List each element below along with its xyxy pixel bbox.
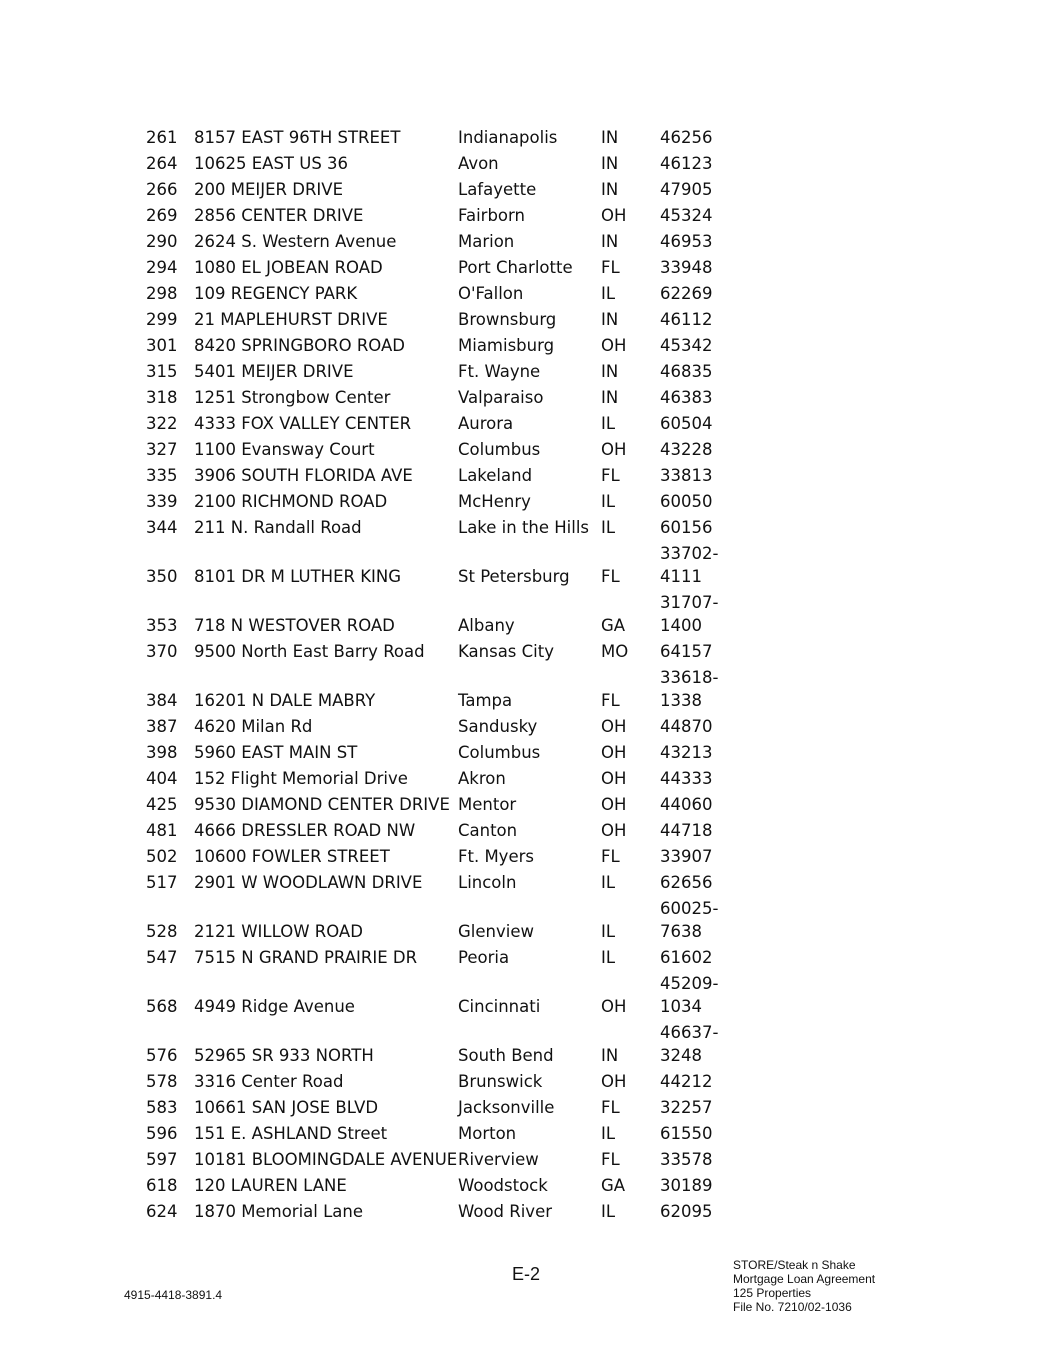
zip-code-cell: 43228 [660,440,713,459]
city-cell: Miamisburg [458,336,555,355]
street-address-cell: 1251 Strongbow Center [194,388,391,407]
table-row [146,1096,746,1122]
street-address-cell: 109 REGENCY PARK [194,284,358,303]
city-cell: Ft. Myers [458,847,534,866]
state-cell: IN [601,180,619,199]
street-address-cell: 3906 SOUTH FLORIDA AVE [194,466,413,485]
zip-code-cell: 33813 [660,466,713,485]
state-cell: IL [601,492,616,511]
store-number-cell: 618 [146,1176,178,1195]
city-cell: McHenry [458,492,531,511]
state-cell: FL [601,258,620,277]
table-row [146,516,746,542]
table-row [146,1174,746,1200]
store-number-cell: 370 [146,642,178,661]
zip-code-cell: 30189 [660,1176,713,1195]
zip-code-cell: 45324 [660,206,713,225]
store-number-cell: 315 [146,362,178,381]
zip-code-cell: 33702-4111 [660,544,719,586]
zip-code-cell: 33948 [660,258,713,277]
table-row [146,1200,746,1226]
street-address-cell: 4949 Ridge Avenue [194,997,355,1016]
table-row [146,360,746,386]
street-address-cell: 7515 N GRAND PRAIRIE DR [194,948,418,967]
table-row [146,282,746,308]
table-row [146,386,746,412]
store-number-cell: 344 [146,518,178,537]
table-row [146,334,746,360]
city-cell: Lafayette [458,180,537,199]
store-number-cell: 327 [146,440,178,459]
state-cell: OH [601,769,627,788]
zip-code-cell: 62095 [660,1202,713,1221]
table-row [146,819,746,845]
state-cell: GA [601,1176,626,1195]
zip-code-cell: 46123 [660,154,713,173]
state-cell: OH [601,440,627,459]
store-number-cell: 425 [146,795,178,814]
zip-code-cell: 44870 [660,717,713,736]
store-number-cell: 404 [146,769,178,788]
state-cell: OH [601,997,627,1016]
city-cell: Valparaiso [458,388,544,407]
table-row [146,1021,746,1070]
state-cell: OH [601,206,627,225]
city-cell: Mentor [458,795,517,814]
city-cell: Kansas City [458,642,554,661]
zip-code-cell: 46953 [660,232,713,251]
store-number-cell: 517 [146,873,178,892]
city-cell: St Petersburg [458,567,570,586]
table-row [146,438,746,464]
state-cell: OH [601,821,627,840]
state-cell: IL [601,518,616,537]
state-cell: IN [601,388,619,407]
city-cell: Cincinnati [458,997,541,1016]
store-number-cell: 547 [146,948,178,967]
zip-code-cell: 46835 [660,362,713,381]
zip-code-cell: 44333 [660,769,713,788]
table-row [146,793,746,819]
zip-code-cell: 60504 [660,414,713,433]
state-cell: FL [601,847,620,866]
city-cell: Tampa [458,691,513,710]
zip-code-cell: 47905 [660,180,713,199]
store-number-cell: 583 [146,1098,178,1117]
city-cell: Riverview [458,1150,539,1169]
store-number-cell: 269 [146,206,178,225]
state-cell: MO [601,642,629,661]
street-address-cell: 9500 North East Barry Road [194,642,425,661]
store-number-cell: 387 [146,717,178,736]
zip-code-cell: 46112 [660,310,713,329]
zip-code-cell: 46383 [660,388,713,407]
street-address-cell: 211 N. Randall Road [194,518,362,537]
table-row [146,490,746,516]
footer-line: Mortgage Loan Agreement [733,1272,876,1286]
state-cell: IL [601,414,616,433]
city-cell: Marion [458,232,515,251]
street-address-cell: 10625 EAST US 36 [194,154,349,173]
street-address-cell: 9530 DIAMOND CENTER DRIVE [194,795,450,814]
zip-code-cell: 62656 [660,873,713,892]
table-row [146,126,746,152]
zip-code-cell: 44212 [660,1072,713,1091]
street-address-cell: 2121 WILLOW ROAD [194,922,363,941]
street-address-cell: 10600 FOWLER STREET [194,847,390,866]
street-address-cell: 2624 S. Western Avenue [194,232,397,251]
store-number-cell: 350 [146,567,178,586]
page-number: E-2 [512,1264,541,1284]
state-cell: FL [601,1098,620,1117]
store-number-cell: 339 [146,492,178,511]
city-cell: Albany [458,616,515,635]
footer-reference [733,1258,875,1314]
street-address-cell: 5960 EAST MAIN ST [194,743,358,762]
table-row [146,666,746,715]
street-address-cell: 21 MAPLEHURST DRIVE [194,310,388,329]
street-address-cell: 10661 SAN JOSE BLVD [194,1098,379,1117]
city-cell: Wood River [458,1202,553,1221]
table-row [146,767,746,793]
store-number-cell: 266 [146,180,178,199]
street-address-cell: 151 E. ASHLAND Street [194,1124,388,1143]
store-number-cell: 261 [146,128,178,147]
street-address-cell: 52965 SR 933 NORTH [194,1046,374,1065]
city-cell: Columbus [458,743,541,762]
state-cell: FL [601,567,620,586]
zip-code-cell: 43213 [660,743,713,762]
table-row [146,542,746,591]
table-row [146,871,746,897]
store-number-cell: 299 [146,310,178,329]
city-cell: South Bend [458,1046,554,1065]
zip-code-cell: 45342 [660,336,713,355]
store-number-cell: 384 [146,691,178,710]
table-row [146,178,746,204]
store-number-cell: 335 [146,466,178,485]
street-address-cell: 5401 MEIJER DRIVE [194,362,354,381]
city-cell: Jacksonville [458,1098,555,1117]
state-cell: IN [601,232,619,251]
city-cell: Sandusky [458,717,538,736]
zip-code-cell: 32257 [660,1098,713,1117]
city-cell: Brownsburg [458,310,557,329]
zip-code-cell: 61550 [660,1124,713,1143]
footer-line: STORE/Steak n Shake [733,1258,856,1272]
street-address-cell: 1100 Evansway Court [194,440,375,459]
street-address-cell: 152 Flight Memorial Drive [194,769,408,788]
zip-code-cell: 64157 [660,642,713,661]
zip-code-cell: 62269 [660,284,713,303]
city-cell: Lincoln [458,873,517,892]
property-table [146,126,746,1226]
table-row [146,897,746,946]
table-row [146,640,746,666]
city-cell: Avon [458,154,499,173]
store-number-cell: 528 [146,922,178,941]
zip-code-cell: 45209-1034 [660,974,719,1016]
table-row [146,741,746,767]
zip-code-cell: 60025-7638 [660,899,719,941]
table-row [146,845,746,871]
state-cell: IN [601,154,619,173]
street-address-cell: 16201 N DALE MABRY [194,691,376,710]
state-cell: IL [601,284,616,303]
zip-code-cell: 31707-1400 [660,593,719,635]
zip-code-cell: 33578 [660,1150,713,1169]
state-cell: FL [601,691,620,710]
store-number-cell: 481 [146,821,178,840]
zip-code-cell: 33907 [660,847,713,866]
street-address-cell: 1080 EL JOBEAN ROAD [194,258,383,277]
state-cell: IN [601,128,619,147]
table-row [146,715,746,741]
city-cell: Port Charlotte [458,258,573,277]
state-cell: IN [601,310,619,329]
city-cell: Fairborn [458,206,525,225]
table-row [146,152,746,178]
zip-code-cell: 46637-3248 [660,1023,719,1065]
zip-code-cell: 46256 [660,128,713,147]
city-cell: Canton [458,821,518,840]
state-cell: IL [601,948,616,967]
store-number-cell: 353 [146,616,178,635]
street-address-cell: 2100 RICHMOND ROAD [194,492,388,511]
state-cell: IL [601,1202,616,1221]
store-number-cell: 576 [146,1046,178,1065]
city-cell: Columbus [458,440,541,459]
street-address-cell: 8157 EAST 96TH STREET [194,128,401,147]
street-address-cell: 10181 BLOOMINGDALE AVENUE [194,1150,458,1169]
street-address-cell: 8420 SPRINGBORO ROAD [194,336,405,355]
table-row [146,972,746,1021]
city-cell: Ft. Wayne [458,362,541,381]
street-address-cell: 8101 DR M LUTHER KING [194,567,402,586]
state-cell: IL [601,1124,616,1143]
table-row [146,1070,746,1096]
store-number-cell: 264 [146,154,178,173]
city-cell: O'Fallon [458,284,524,303]
city-cell: Brunswick [458,1072,543,1091]
store-number-cell: 568 [146,997,178,1016]
city-cell: Morton [458,1124,517,1143]
state-cell: IL [601,873,616,892]
store-number-cell: 322 [146,414,178,433]
store-number-cell: 290 [146,232,178,251]
state-cell: OH [601,336,627,355]
store-number-cell: 298 [146,284,178,303]
state-cell: IN [601,362,619,381]
city-cell: Indianapolis [458,128,558,147]
zip-code-cell: 60050 [660,492,713,511]
store-number-cell: 596 [146,1124,178,1143]
street-address-cell: 3316 Center Road [194,1072,344,1091]
state-cell: IL [601,922,616,941]
table-row [146,412,746,438]
city-cell: Lake in the Hills [458,518,590,537]
store-number-cell: 502 [146,847,178,866]
table-row [146,1122,746,1148]
zip-code-cell: 60156 [660,518,713,537]
street-address-cell: 718 N WESTOVER ROAD [194,616,395,635]
store-number-cell: 624 [146,1202,178,1221]
table-row [146,591,746,640]
table-row [146,204,746,230]
table-row [146,1148,746,1174]
city-cell: Lakeland [458,466,533,485]
street-address-cell: 200 MEIJER DRIVE [194,180,344,199]
street-address-cell: 2856 CENTER DRIVE [194,206,364,225]
zip-code-cell: 44718 [660,821,713,840]
zip-code-cell: 61602 [660,948,713,967]
table-row [146,230,746,256]
store-number-cell: 398 [146,743,178,762]
street-address-cell: 1870 Memorial Lane [194,1202,364,1221]
table-row [146,946,746,972]
state-cell: OH [601,743,627,762]
table-row [146,464,746,490]
store-number-cell: 294 [146,258,178,277]
state-cell: FL [601,1150,620,1169]
city-cell: Akron [458,769,506,788]
store-number-cell: 318 [146,388,178,407]
state-cell: OH [601,1072,627,1091]
state-cell: OH [601,717,627,736]
zip-code-cell: 33618-1338 [660,668,719,710]
zip-code-cell: 44060 [660,795,713,814]
street-address-cell: 2901 W WOODLAWN DRIVE [194,873,423,892]
street-address-cell: 120 LAUREN LANE [194,1176,347,1195]
street-address-cell: 4666 DRESSLER ROAD NW [194,821,416,840]
footer-line: 125 Properties [733,1286,812,1300]
state-cell: OH [601,795,627,814]
street-address-cell: 4333 FOX VALLEY CENTER [194,414,412,433]
store-number-cell: 578 [146,1072,178,1091]
city-cell: Aurora [458,414,514,433]
city-cell: Woodstock [458,1176,548,1195]
store-number-cell: 597 [146,1150,178,1169]
street-address-cell: 4620 Milan Rd [194,717,313,736]
store-number-cell: 301 [146,336,178,355]
city-cell: Peoria [458,948,510,967]
footer-line: File No. 7210/02-1036 [733,1300,852,1314]
table-row [146,256,746,282]
state-cell: GA [601,616,626,635]
state-cell: IN [601,1046,619,1065]
document-id: 4915-4418-3891.4 [124,1288,223,1302]
city-cell: Glenview [458,922,534,941]
table-row [146,308,746,334]
state-cell: FL [601,466,620,485]
